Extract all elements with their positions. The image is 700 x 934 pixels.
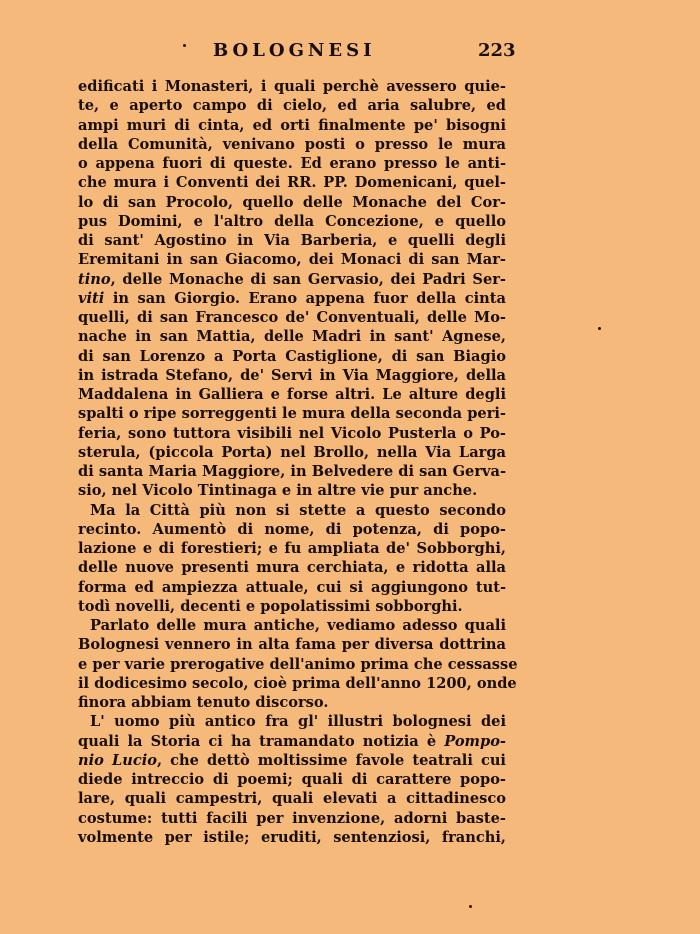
text-segment: in istrada Stefano, de' Servi in Via Maggiore, della [78, 366, 506, 384]
text-segment: ampi muri di cinta, ed orti finalmente pe' bisogni [78, 116, 506, 134]
text-segment: lare, quali campestri, quali elevati a cittadinesco [78, 790, 506, 808]
text-segment: finora abbiam tenuto discorso. [78, 694, 329, 711]
text-segment: o appena fuori di queste. Ed erano presso le anti- [78, 155, 506, 172]
text-line [78, 173, 506, 192]
text-line [78, 96, 506, 115]
text-segment: quali la Storia ci ha tramandato notizia è [78, 732, 445, 750]
text-line [78, 501, 506, 520]
text-segment: lazione e di forestieri; e fu ampliata de' Sobborghi, [78, 540, 506, 557]
text-segment: il dodicesimo secolo, cioè prima dell'anno 1200, onde [78, 674, 517, 692]
text-line [78, 308, 506, 327]
text-line [78, 443, 506, 462]
text-segment: quelli, di san Francesco de' Conventuali, delle Mo- [78, 309, 506, 326]
text-line [78, 154, 506, 173]
text-segment: Eremitani in san Giacomo, dei Monaci di san Mar- [78, 251, 506, 269]
text-line [78, 116, 506, 135]
text-segment: diede intreccio di poemi; quali di carattere popo- [78, 771, 506, 788]
text-segment: Ma la Città più non si stette a questo secondo [90, 501, 506, 519]
text-segment: spalti o ripe sorreggenti le mura della seconda peri- [78, 405, 506, 423]
text-line [78, 635, 506, 654]
text-segment: Parlato delle mura antiche, vediamo adesso quali [90, 617, 506, 634]
text-line [78, 270, 506, 289]
text-line [78, 424, 506, 443]
text-line [78, 558, 506, 577]
text-line [78, 828, 506, 847]
text-segment: feria, sono tuttora visibili nel Vicolo Pusterla o Po- [78, 424, 506, 442]
italic-text: tino [78, 270, 111, 288]
text-segment: della Comunità, venivano posti o presso le mura [78, 135, 506, 153]
text-segment: , che dettò moltissime favole teatrali cui [157, 751, 506, 769]
ink-speck [598, 327, 601, 330]
text-segment: di san Lorenzo a Porta Castiglione, di san Biagio [78, 347, 506, 365]
italic-text: Pompo- [444, 732, 506, 750]
text-line [78, 693, 506, 712]
text-segment: lo di san Procolo, quello delle Monache del Cor- [78, 193, 506, 211]
text-segment: sio, nel Vicolo Tintinaga e in altre vie pur anche. [78, 482, 478, 500]
text-segment: di sant' Agostino in Via Barberia, e quelli degli [78, 232, 506, 249]
body-text [78, 77, 518, 847]
text-segment: te, e aperto campo di cielo, ed aria salubre, ed [78, 97, 506, 115]
text-segment: recinto. Aumentò di nome, di potenza, di popo- [78, 520, 506, 538]
text-line [78, 712, 506, 731]
text-segment: sterula, (piccola Porta) nel Brollo, nella Via Larga [78, 443, 506, 461]
ink-speck [469, 905, 472, 908]
text-segment: edificati i Monasteri, i quali perchè avessero quie- [78, 78, 506, 95]
text-line [78, 289, 506, 308]
text-segment: forma ed ampiezza attuale, cui si aggiungono tut- [78, 578, 506, 596]
text-line [78, 597, 506, 616]
text-line [78, 135, 506, 154]
text-segment: L' uomo più antico fra gl' illustri bolognesi dei [90, 713, 506, 731]
text-line [78, 77, 506, 96]
text-segment: pus Domini, e l'altro della Concezione, e quello [78, 212, 506, 230]
text-line [78, 732, 506, 751]
text-line [78, 327, 506, 346]
text-line [78, 193, 506, 212]
text-line [78, 385, 506, 404]
text-line [78, 655, 518, 674]
page-number: 223 [478, 40, 516, 61]
text-line [78, 751, 506, 770]
ink-speck [183, 44, 186, 47]
text-line [78, 250, 506, 269]
text-line [78, 347, 506, 366]
running-head: BOLOGNESI [213, 40, 376, 61]
text-line [78, 481, 506, 500]
text-segment: in san Giorgio. Erano appena fuor della cinta [104, 289, 506, 307]
text-segment: Maddalena in Galliera e forse altri. Le alture degli [78, 386, 506, 403]
text-segment: e per varie prerogative dell'animo prima che cessasse [78, 655, 518, 673]
text-segment: delle nuove presenti mura cerchiata, e ridotta alla [78, 559, 506, 577]
italic-text: viti [78, 289, 105, 307]
text-line [78, 520, 506, 539]
text-line [78, 578, 506, 597]
text-line [78, 770, 506, 789]
text-segment: todì novelli, decenti e popolatissimi sobborghi. [78, 597, 463, 615]
text-segment: di santa Maria Maggiore, in Belvedere di san Gerva- [78, 463, 506, 480]
text-segment: volmente per istile; eruditi, sentenziosi, franchi, [78, 828, 506, 846]
text-line [78, 404, 506, 423]
text-segment: che mura i Conventi dei RR. PP. Domenicani, quel- [78, 174, 506, 192]
text-line [78, 231, 506, 250]
text-line [78, 674, 517, 693]
text-segment: costume: tutti facili per invenzione, adorni baste- [78, 809, 506, 827]
text-line [78, 366, 506, 385]
text-line [78, 789, 506, 808]
text-segment: Bolognesi vennero in alta fama per diversa dottrina [78, 636, 506, 654]
text-line [78, 539, 506, 558]
text-segment: nache in san Mattia, delle Madri in sant' Agnese, [78, 328, 506, 346]
text-line [78, 212, 506, 231]
text-line [78, 462, 506, 481]
text-line [78, 809, 506, 828]
text-line [78, 616, 506, 635]
text-segment: , delle Monache di san Gervasio, dei Padri Ser- [110, 270, 506, 288]
italic-text: nio Lucio [78, 751, 157, 769]
